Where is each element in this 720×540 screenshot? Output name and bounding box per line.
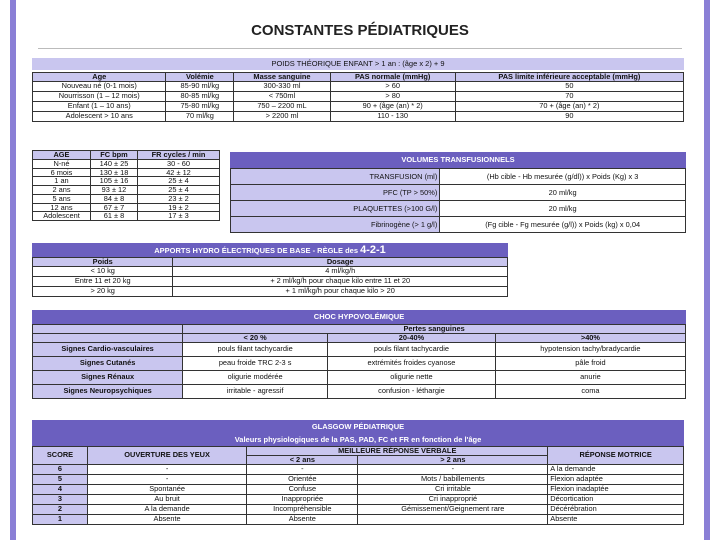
- choc-cell: irritable - agressif: [183, 384, 328, 398]
- vitals-header-row: [33, 151, 220, 160]
- vitals-cell: 42 ± 12: [137, 168, 219, 177]
- choc-sub-row: [33, 325, 686, 334]
- weight-cell: 90 + (âge (an) * 2): [330, 101, 455, 111]
- weight-cell: > 60: [330, 81, 455, 91]
- glasgow-cell: Mots / babillements: [358, 474, 548, 484]
- glasgow-header-row: [33, 447, 684, 456]
- weight-table: [32, 72, 684, 122]
- choc-cell: hypotension tachy/bradycardie: [495, 342, 685, 356]
- hydro-row: [33, 286, 508, 296]
- choc-empty: [33, 325, 183, 334]
- glasgow-cell: Cri irritable: [358, 484, 548, 494]
- vitals-cell: 105 ± 16: [90, 177, 137, 186]
- choc-sub-header: Pertes sanguines: [183, 325, 686, 334]
- choc-row: [33, 356, 686, 370]
- transfusion-cell: Fibrinogène (> 1 g/l): [231, 217, 440, 233]
- weight-col-header: Volémie: [166, 73, 234, 82]
- vitals-cell: 130 ± 18: [90, 168, 137, 177]
- vitals-row: [33, 159, 220, 168]
- vitals-cell: 30 - 60: [137, 159, 219, 168]
- choc-row: [33, 342, 686, 356]
- weight-cell: Nouveau né (0-1 mois): [33, 81, 166, 91]
- glasgow-cell: Décérébration: [548, 504, 684, 514]
- glasgow-title: GLASGOW PÉDIATRIQUE: [311, 422, 405, 431]
- hydro-row: [33, 276, 508, 286]
- glasgow-cell: -: [87, 464, 246, 474]
- transfusion-cell: PFC (TP > 50%): [231, 185, 440, 201]
- weight-cell: 80-85 ml/kg: [166, 91, 234, 101]
- hydro-col-header: Poids: [33, 258, 173, 267]
- weight-cell: 70 ml/kg: [166, 111, 234, 121]
- choc-table: [32, 324, 686, 399]
- glasgow-cell: Confuse: [247, 484, 358, 494]
- glasgow-cell: -: [358, 464, 548, 474]
- choc-col-header: < 20 %: [183, 333, 328, 342]
- vitals-row: [33, 212, 220, 221]
- glasgow-cell: Flexion inadaptée: [548, 484, 684, 494]
- hydro-row: [33, 266, 508, 276]
- glasgow-cell: Absente: [548, 514, 684, 524]
- vitals-cell: 61 ± 8: [90, 212, 137, 221]
- choc-cell: Signes Cardio-vasculaires: [33, 342, 183, 356]
- glasgow-col-header: SCORE: [33, 447, 88, 465]
- glasgow-row: [33, 494, 684, 504]
- glasgow-cell: [358, 514, 548, 524]
- weight-row: [33, 111, 684, 121]
- hydro-cell: + 2 ml/kg/h pour chaque kilo entre 11 et 20: [173, 276, 508, 286]
- glasgow-cell: 4: [33, 484, 88, 494]
- glasgow-cell: Inappropriée: [247, 494, 358, 504]
- weight-cell: Adolescent > 10 ans: [33, 111, 166, 121]
- weight-cell: 90: [455, 111, 683, 121]
- choc-col-header: 20-40%: [328, 333, 496, 342]
- glasgow-row: [33, 464, 684, 474]
- weight-cell: 75-80 ml/kg: [166, 101, 234, 111]
- weight-cell: > 80: [330, 91, 455, 101]
- vitals-cell: 23 ± 2: [137, 194, 219, 203]
- glasgow-row: [33, 504, 684, 514]
- glasgow-cell: 5: [33, 474, 88, 484]
- glasgow-col-header: MEILLEURE RÉPONSE VERBALE: [247, 447, 548, 456]
- vitals-col-header: FR cycles / min: [137, 151, 219, 160]
- hydro-table: [32, 257, 508, 297]
- choc-cell: Signes Neuropsychiques: [33, 384, 183, 398]
- glasgow-cell: Décortication: [548, 494, 684, 504]
- choc-header: CHOC HYPOVOLÉMIQUE: [32, 310, 686, 324]
- choc-empty: [33, 333, 183, 342]
- vitals-col-header: FC bpm: [90, 151, 137, 160]
- glasgow-cell: 1: [33, 514, 88, 524]
- transfusion-cell: 20 ml/kg: [440, 185, 686, 201]
- vitals-cell: 2 ans: [33, 186, 91, 195]
- choc-row: [33, 384, 686, 398]
- vitals-cell: N-né: [33, 159, 91, 168]
- weight-row: [33, 91, 684, 101]
- transfusion-table: [230, 168, 686, 233]
- transfusion-row: [231, 201, 686, 217]
- vitals-cell: 25 ± 4: [137, 186, 219, 195]
- glasgow-cell: Gémissement/Geignement rare: [358, 504, 548, 514]
- hydro-cell: > 20 kg: [33, 286, 173, 296]
- weight-cell: Nourrisson (1 – 12 mois): [33, 91, 166, 101]
- choc-cell: pouls filant tachycardie: [328, 342, 496, 356]
- vitals-cell: 1 an: [33, 177, 91, 186]
- weight-cell: > 2200 ml: [234, 111, 330, 121]
- hydro-header-row: [33, 258, 508, 267]
- transfusion-row: [231, 185, 686, 201]
- weight-col-header: Masse sanguine: [234, 73, 330, 82]
- transfusion-row: [231, 217, 686, 233]
- transfusion-cell: 20 ml/kg: [440, 201, 686, 217]
- glasgow-table: [32, 446, 684, 525]
- vitals-row: [33, 186, 220, 195]
- transfusion-row: [231, 169, 686, 185]
- vitals-cell: 17 ± 3: [137, 212, 219, 221]
- choc-cell: extrémités froides cyanose: [328, 356, 496, 370]
- page-title: CONSTANTES PÉDIATRIQUES: [251, 22, 469, 39]
- weight-cell: 110 - 130: [330, 111, 455, 121]
- glasgow-row: [33, 484, 684, 494]
- vitals-cell: 5 ans: [33, 194, 91, 203]
- vitals-cell: Adolescent: [33, 212, 91, 221]
- vitals-cell: 19 ± 2: [137, 203, 219, 212]
- transfusion-cell: (Hb cible - Hb mesurée (g/dl)) x Poids (Kg) x 3: [440, 169, 686, 185]
- weight-cell: 750 – 2200 mL: [234, 101, 330, 111]
- glasgow-cell: 2: [33, 504, 88, 514]
- glasgow-cell: A la demande: [548, 464, 684, 474]
- glasgow-row: [33, 474, 684, 484]
- transfusion-cell: TRANSFUSION (ml): [231, 169, 440, 185]
- glasgow-subtitle: Valeurs physiologiques de la PAS, PAD, FC et FR en fonction de l'âge: [234, 435, 482, 444]
- choc-cell: Signes Rénaux: [33, 370, 183, 384]
- weight-col-header: PAS limite inférieure acceptable (mmHg): [455, 73, 683, 82]
- glasgow-subcol-header: > 2 ans: [358, 455, 548, 464]
- weight-cell: Enfant (1 – 10 ans): [33, 101, 166, 111]
- glasgow-cell: A la demande: [87, 504, 246, 514]
- glasgow-subcol-header: < 2 ans: [247, 455, 358, 464]
- choc-cell: anurie: [495, 370, 685, 384]
- glasgow-cell: 3: [33, 494, 88, 504]
- hydro-cell: + 1 ml/kg/h pour chaque kilo > 20: [173, 286, 508, 296]
- glasgow-cell: Absente: [87, 514, 246, 524]
- weight-row: [33, 101, 684, 111]
- transfusion-cell: (Fg cible - Fg mesurée (g/l)) x Poids (kg) x 0,04: [440, 217, 686, 233]
- glasgow-row: [33, 514, 684, 524]
- glasgow-cell: Absente: [247, 514, 358, 524]
- weight-cell: < 750ml: [234, 91, 330, 101]
- glasgow-cell: Au bruit: [87, 494, 246, 504]
- vitals-cell: 67 ± 7: [90, 203, 137, 212]
- vitals-cell: 140 ± 25: [90, 159, 137, 168]
- weight-cell: 70 + (âge (an) * 2): [455, 101, 683, 111]
- vitals-table: [32, 150, 220, 221]
- glasgow-cell: Cri inapproprié: [358, 494, 548, 504]
- vitals-col-header: AGE: [33, 151, 91, 160]
- transfusion-cell: PLAQUETTES (>100 G/l): [231, 201, 440, 217]
- hydro-header: [32, 243, 508, 257]
- weight-cell: 85-90 ml/kg: [166, 81, 234, 91]
- choc-col-header: >40%: [495, 333, 685, 342]
- vitals-row: [33, 194, 220, 203]
- glasgow-cell: -: [247, 464, 358, 474]
- choc-cell: oligurie nette: [328, 370, 496, 384]
- vitals-cell: 84 ± 8: [90, 194, 137, 203]
- weight-col-header: PAS normale (mmHg): [330, 73, 455, 82]
- glasgow-cell: Incompréhensible: [247, 504, 358, 514]
- hydro-rule: 4-2-1: [360, 244, 386, 256]
- choc-cell: pouls filant tachycardie: [183, 342, 328, 356]
- glasgow-cell: 6: [33, 464, 88, 474]
- weight-cell: 300-330 ml: [234, 81, 330, 91]
- hydro-col-header: Dosage: [173, 258, 508, 267]
- glasgow-cell: -: [87, 474, 246, 484]
- glasgow-col-header: OUVERTURE DES YEUX: [87, 447, 246, 465]
- glasgow-cell: Orientée: [247, 474, 358, 484]
- glasgow-col-header: RÉPONSE MOTRICE: [548, 447, 684, 465]
- weight-col-header: Age: [33, 73, 166, 82]
- glasgow-cell: Spontanée: [87, 484, 246, 494]
- choc-row: [33, 370, 686, 384]
- vitals-cell: 6 mois: [33, 168, 91, 177]
- vitals-cell: 25 ± 4: [137, 177, 219, 186]
- choc-cell: oligurie modérée: [183, 370, 328, 384]
- choc-cell: confusion - léthargie: [328, 384, 496, 398]
- hydro-title: APPORTS HYDRO ÉLECTRIQUES DE BASE - RÈGLE des: [154, 246, 358, 255]
- hydro-cell: 4 ml/kg/h: [173, 266, 508, 276]
- weight-cell: 70: [455, 91, 683, 101]
- choc-cell: coma: [495, 384, 685, 398]
- choc-cell: peau froide TRC 2-3 s: [183, 356, 328, 370]
- glasgow-header: [32, 420, 684, 446]
- hydro-cell: < 10 kg: [33, 266, 173, 276]
- glasgow-cell: Flexion adaptée: [548, 474, 684, 484]
- choc-cell: pâle froid: [495, 356, 685, 370]
- vitals-cell: 93 ± 12: [90, 186, 137, 195]
- weight-header-row: [33, 73, 684, 82]
- hydro-cell: Entre 11 et 20 kg: [33, 276, 173, 286]
- transfusion-header: VOLUMES TRANSFUSIONNELS: [230, 152, 686, 168]
- vitals-cell: 12 ans: [33, 203, 91, 212]
- choc-cell: Signes Cutanés: [33, 356, 183, 370]
- weight-formula: POIDS THÉORIQUE ENFANT > 1 an : (âge x 2) + 9: [32, 58, 684, 70]
- choc-col-row: [33, 333, 686, 342]
- weight-row: [33, 81, 684, 91]
- divider: [38, 48, 682, 49]
- weight-cell: 50: [455, 81, 683, 91]
